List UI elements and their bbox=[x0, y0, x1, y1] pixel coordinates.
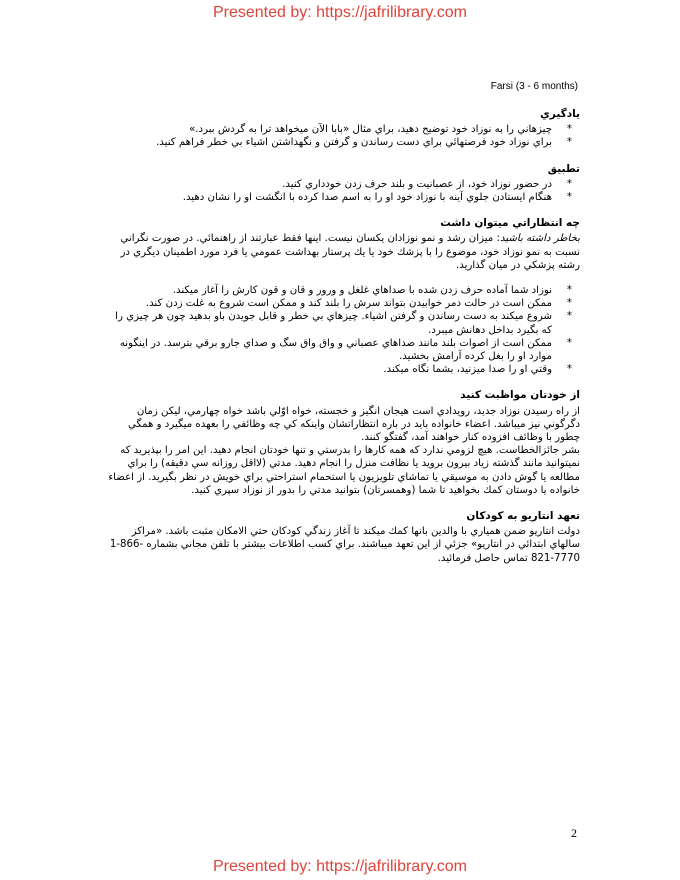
language-label: Farsi (3 - 6 months) bbox=[490, 81, 578, 92]
list-item: * وقتي او را صدا ميزنيد، بشما نگاه ميكند. bbox=[102, 363, 580, 376]
self-care-paragraph: بشر جائزالخطاست. هيچ لزومي ندارد كه همه كارها را بدرستي و تنها خودتان انجام دهيد. اين امر را بپذيريد كه نميتوانيد مانند گذشته زياد بيرون برويد يا نظافت منزل را انجام دهيد. مدتي (لااقل روزانه سي دقيقه) را براي مطالعه يا گوش دادن به موسيقي يا تماشاي تلويزيون يا استحمام استراحتي براي خويش در نظر بگيريد. از اعضاء خانواده يا دوستان كمك بخواهيد تا شما (وهمسرتان) بتوانيد مدتي را بدور از نوزاد سپري كنيد. bbox=[108, 445, 580, 496]
section-application bbox=[102, 163, 580, 205]
list-item: * هنگام ايستادن جلوي آينه با نوزاد خود او را به اسم صدا كرده با انگشت او را نشان دهيد. bbox=[102, 191, 580, 204]
phone-number: 1-866-821-7770 bbox=[109, 539, 580, 564]
ontario-text-end: تماس حاصل فرمائيد. bbox=[437, 552, 531, 564]
section-title-ontario: تعهد انتاريو به كودكان bbox=[466, 510, 580, 523]
expectations-intro bbox=[102, 232, 580, 272]
ontario-paragraph bbox=[102, 525, 580, 565]
section-title-self-care: از خودتان مواظبت كنيد bbox=[460, 389, 580, 402]
learning-list bbox=[102, 123, 580, 149]
section-title-expectations: چه انتظاراتي ميتوان داشت bbox=[440, 217, 580, 230]
intro-lead: بخاطر داشته باشيد bbox=[499, 233, 580, 245]
ontario-text: دولت انتاريو ضمن همياري با والدين بانها كمك ميكند تا آغاز زندگي كودكان حتي الامكان مثبت باشد. «مراكز سالهاي ابتدائي در انتاريو» جزئي از اين تعهد ميباشند. براي كسب اطلاعات بيشتر با تلفن مجاني بشماره bbox=[131, 526, 580, 551]
list-item: * چيزهاني را به نوزاد خود توضيح دهيد، براي مثال «بابا الآن ميخواهد ترا به گردش ببرد.» bbox=[102, 123, 580, 136]
list-item: * شروع ميكند به دست رساندن و گرفتن اشياء. چيزهاي بي خطر و قابل جويدن باو بدهيد چون هر چيزي را كه بگيرد بداخل دهانش ميبرد. bbox=[102, 310, 580, 336]
list-item: * نوزاد شما آماده حرف زدن شده با صداهاي غلغل و ورور و قان و قون كارش را آغاز ميكند. bbox=[102, 284, 580, 297]
expectations-list bbox=[102, 284, 580, 376]
self-care-paragraph: از راه رسيدن نوزاد جديد، رويدادي است هيجان انگيز و خجسته، خواه اوّلي باشد خواه چهارمي، ليكن زمان دگرگوني نيز ميباشد. اعضاء خانواده بايد در باره انتظاراتشان واينكه كي چه وظائفي را بعهده ميگيرد و همگي چطور با وظائف افزوده كنار خواهند آمد، گفتگو كنند. bbox=[128, 405, 580, 444]
bottom-banner: Presented by: https://jafrilibrary.com bbox=[212, 858, 468, 875]
list-item: * براي نوزاد خود فرصتهائي براي دست رساندن و گرفتن و نگهداشتن اشياء بي خطر فراهم كنيد. bbox=[102, 136, 580, 149]
document-body bbox=[102, 108, 580, 578]
page-number: 2 bbox=[571, 826, 577, 840]
section-self-care bbox=[102, 389, 580, 497]
list-item: * ممكن است از اصوات بلند مانند صداهاي عصباني و واق واق سگ و صداي جارو برقي بترسد. در اينگونه موارد او را بغل كرده آرامش بخشيد. bbox=[102, 337, 580, 363]
top-banner: Presented by: https://jafrilibrary.com bbox=[212, 4, 468, 21]
section-expectations bbox=[102, 217, 580, 376]
section-ontario-commitment bbox=[102, 510, 580, 565]
section-title-application: تطبيق bbox=[547, 162, 580, 175]
section-title-learning: يادگيري bbox=[540, 108, 580, 120]
section-learning bbox=[102, 108, 580, 150]
list-item: * در حضور نوزاد خود، از عصبانيت و بلند حرف زدن خودداري كنيد. bbox=[102, 178, 580, 191]
list-item: * ممكن است در حالت دمر خوابيدن بتواند سرش را بلند كند و ممكن است شروع به غلت زدن كند. bbox=[102, 297, 580, 310]
application-list bbox=[102, 178, 580, 204]
intro-rest: : ميزان رشد و نمو نوزادان يكسان نيست. اينها فقط عبارتند از راهنمائي. در صورت نگراني نسبت به نمو نوزاد خود، موضوع را با پزشك خود يا يك پرستار بهداشت عمومي يا فرد مورد اطمينان ديگري در رشته پزشكي در ميان گذاريد. bbox=[120, 233, 580, 271]
